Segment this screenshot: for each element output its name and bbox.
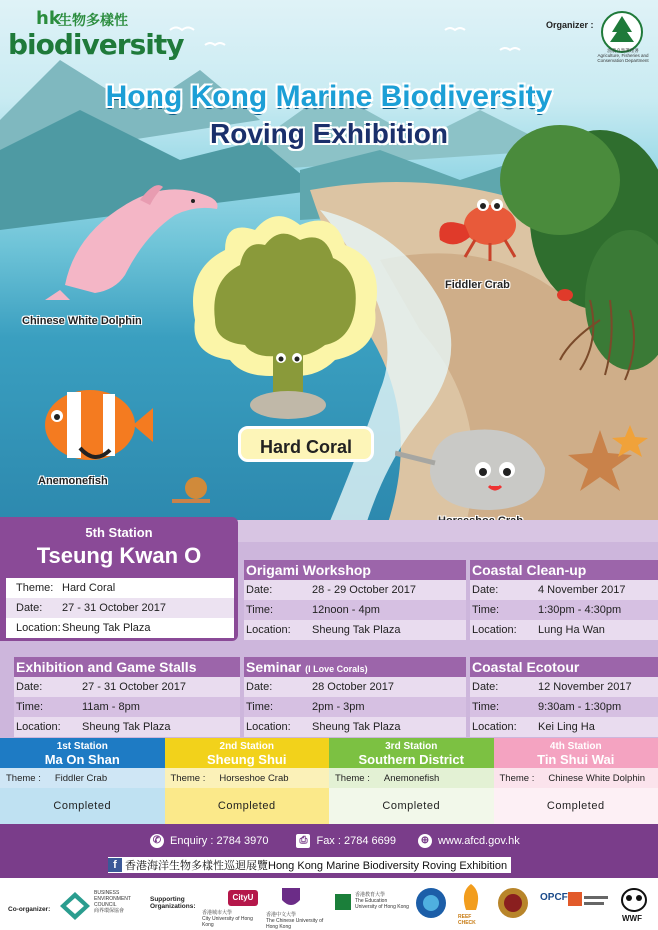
event-row [14, 697, 240, 717]
row-value: 12noon - 4pm [312, 604, 380, 616]
eduhk-logo [333, 892, 353, 912]
opcf-emblem [566, 888, 610, 912]
event-coastal-cleanup [470, 560, 658, 640]
supporting-label: Supporting Organizations: [150, 896, 196, 910]
cityu-name [202, 910, 262, 928]
row-value: Sheung Tak Plaza [82, 721, 171, 733]
station-header [329, 738, 494, 768]
event-row [470, 717, 658, 737]
event-row [244, 697, 466, 717]
cuhk-logo [280, 886, 302, 910]
station-status: Completed [165, 788, 330, 824]
organizer-label: Organizer : [546, 20, 594, 30]
hard-coral-illustration [185, 210, 385, 430]
theme-label: Theme : [335, 772, 370, 784]
event-row [14, 717, 240, 737]
logo-chinese-text: 生物多樣性 [58, 13, 128, 29]
event-title [244, 657, 466, 677]
afcd-name-zh: 漁農自然護理署 [607, 48, 639, 53]
website-link[interactable]: www.afcd.gov.hk [437, 835, 520, 847]
row-value: 4 November 2017 [538, 584, 626, 596]
theme-value: Fiddler Crab [54, 772, 108, 784]
station-header [165, 738, 330, 768]
small-crab-icon [550, 285, 580, 305]
station-place: Ma On Shan [44, 752, 120, 767]
event-seminar [244, 657, 466, 737]
row-value: 12 November 2017 [538, 681, 632, 693]
bec-logo [58, 890, 92, 922]
current-station-row [6, 578, 234, 598]
current-station-number: 5th Station [85, 525, 153, 540]
facebook-icon: f [108, 858, 122, 872]
theme-value: Chinese White Dolphin [548, 772, 645, 784]
row-value: Kei Ling Ha [538, 721, 595, 733]
station-place: Southern District [358, 752, 464, 767]
seminar-subtitle: (I Love Corals) [305, 664, 368, 674]
co-organizer-label: Co-organizer: [8, 906, 51, 913]
row-value: Hard Coral [62, 582, 116, 594]
contact-bar [0, 824, 658, 878]
cuhk-name-en: The Chinese University of Hong Kong [266, 918, 324, 930]
station-status: Completed [494, 788, 658, 824]
row-value: Sheung Tak Plaza [312, 721, 401, 733]
row-value: Sheung Tak Plaza [312, 624, 401, 636]
row-value: 27 - 31 October 2017 [82, 681, 186, 693]
row-key: Time: [472, 604, 500, 616]
fax-icon: ⎙ [296, 834, 310, 848]
row-key: Date: [16, 681, 43, 693]
cuhk-name-zh: 香港中文大學 [266, 912, 297, 918]
fax-number: Fax : 2784 6699 [316, 835, 396, 847]
station-3 [329, 738, 494, 824]
station-header [494, 738, 658, 768]
row-value: 28 - 29 October 2017 [312, 584, 416, 596]
row-key: Date: [16, 602, 43, 614]
station-number: 2nd Station [219, 741, 274, 752]
row-key: Location: [472, 721, 517, 733]
row-key: Time: [472, 701, 500, 713]
eduhk-name [355, 892, 409, 910]
current-station-name: Tseung Kwan O [36, 543, 202, 568]
cityu-name-en: City University of Hong Kong [202, 916, 253, 928]
row-key: Time: [246, 701, 274, 713]
horseshoe-crab-illustration [395, 418, 555, 518]
past-stations [0, 738, 658, 824]
station-theme [0, 768, 165, 788]
dolphin-label: Chinese White Dolphin [22, 315, 142, 327]
row-key: Date: [246, 584, 273, 596]
event-row [470, 580, 658, 600]
station-status: Completed [0, 788, 165, 824]
reef-check-name: REEF CHECK [458, 914, 476, 926]
contact-row [150, 834, 520, 848]
row-value: 2pm - 3pm [312, 701, 365, 713]
row-key: Theme: [16, 582, 54, 594]
station-number: 1st Station [56, 741, 108, 752]
reef-check-logo [458, 882, 484, 912]
fiddler-crab-label: Fiddler Crab [445, 279, 510, 291]
snail-icon [170, 475, 215, 505]
theme-label: Theme : [6, 772, 41, 784]
event-title: Exhibition and Game Stalls [14, 657, 240, 677]
opcf-logo: OPCF [540, 892, 568, 903]
bec-name-zh: 商界環保協會 [94, 908, 125, 914]
sponsors-bar [0, 878, 658, 930]
wwf-name: WWF [622, 914, 642, 923]
globe-icon: ⊕ [418, 834, 432, 848]
station-place: Sheung Shui [207, 752, 287, 767]
event-title: Coastal Ecotour [470, 657, 658, 677]
phone-icon: ✆ [150, 834, 164, 848]
station-theme [165, 768, 330, 788]
station-number: 4th Station [549, 741, 602, 752]
row-key: Date: [472, 681, 499, 693]
hk-biodiversity-logo [8, 8, 184, 61]
anemonefish-label: Anemonefish [38, 475, 108, 487]
event-row [470, 620, 658, 640]
event-row [470, 677, 658, 697]
wwf-panda-logo [618, 884, 650, 912]
station-1 [0, 738, 165, 824]
seminar-title: Seminar [246, 659, 302, 675]
row-key: Time: [246, 604, 274, 616]
current-station-table [6, 578, 234, 638]
event-row [470, 697, 658, 717]
facebook-page-name: 香港海洋生物多樣性巡迴展覽Hong Kong Marine Biodiversity Roving Exhibition [125, 860, 508, 872]
row-value: Lung Ha Wan [538, 624, 605, 636]
row-value: 27 - 31 October 2017 [62, 602, 166, 614]
theme-label: Theme : [499, 772, 535, 784]
station-2 [165, 738, 330, 824]
cityu-name-zh: 香港城市大學 [202, 910, 233, 916]
afcd-name-en: Agriculture, Fisheries and Conservation Department [597, 53, 649, 63]
logo-main-text: biodiversity [8, 28, 184, 61]
event-row [244, 717, 466, 737]
logo-hk-text: hk [36, 8, 61, 29]
station-number: 3rd Station [385, 741, 438, 752]
eduhk-name-zh: 香港教育大學 [355, 892, 386, 898]
cuhk-name [266, 912, 326, 930]
event-row [14, 677, 240, 697]
title-line2: Roving Exhibition [210, 118, 448, 149]
cityu-logo: CityU [228, 890, 258, 906]
eduhk-name-en: The Education University of Hong Kong [355, 898, 409, 910]
station-theme [494, 768, 658, 788]
event-row [244, 620, 466, 640]
hkmc-logo [414, 886, 448, 920]
row-key: Date: [246, 681, 273, 693]
station-header [0, 738, 165, 768]
title-line1: Hong Kong Marine Biodiversity [105, 80, 553, 113]
hard-coral-label: Hard Coral [238, 426, 374, 462]
starfish-icon [560, 425, 650, 495]
event-row [244, 580, 466, 600]
theme-value: Horseshoe Crab [219, 772, 289, 784]
row-value: Sheung Tak Plaza [62, 622, 151, 634]
event-title: Coastal Clean-up [470, 560, 658, 580]
bec-name-en: BUSINESS ENVIRONMENT COUNCIL [94, 890, 131, 908]
row-value: 28 October 2017 [312, 681, 394, 693]
event-coastal-ecotour [470, 657, 658, 737]
row-key: Time: [16, 701, 44, 713]
row-key: Location: [246, 624, 291, 636]
station-4 [494, 738, 658, 824]
anemonefish-illustration [35, 380, 155, 470]
event-origami [244, 560, 466, 640]
event-row [244, 677, 466, 697]
fiddler-crab-illustration [435, 185, 525, 265]
row-value: 11am - 8pm [82, 701, 140, 713]
facebook-link[interactable] [108, 857, 511, 873]
bec-name [94, 890, 148, 914]
theme-value: Anemonefish [383, 772, 440, 784]
event-title: Origami Workshop [244, 560, 466, 580]
current-station-row [6, 598, 234, 618]
row-key: Location: [16, 721, 61, 733]
event-row [470, 600, 658, 620]
row-key: Location: [16, 622, 61, 634]
enquiry-number: Enquiry : 2784 3970 [170, 835, 269, 847]
station-theme [329, 768, 494, 788]
row-value: 9:30am - 1:30pm [538, 701, 622, 713]
marine-police-logo [496, 886, 530, 920]
theme-label: Theme : [170, 772, 206, 784]
current-station-row [6, 618, 234, 638]
row-value: 1:30pm - 4:30pm [538, 604, 622, 616]
station-status: Completed [329, 788, 494, 824]
row-key: Date: [472, 584, 499, 596]
row-key: Location: [246, 721, 291, 733]
station-place: Tin Shui Wai [537, 752, 615, 767]
event-exhibition [14, 657, 240, 737]
afcd-name [590, 48, 656, 63]
event-row [244, 600, 466, 620]
row-key: Location: [472, 624, 517, 636]
